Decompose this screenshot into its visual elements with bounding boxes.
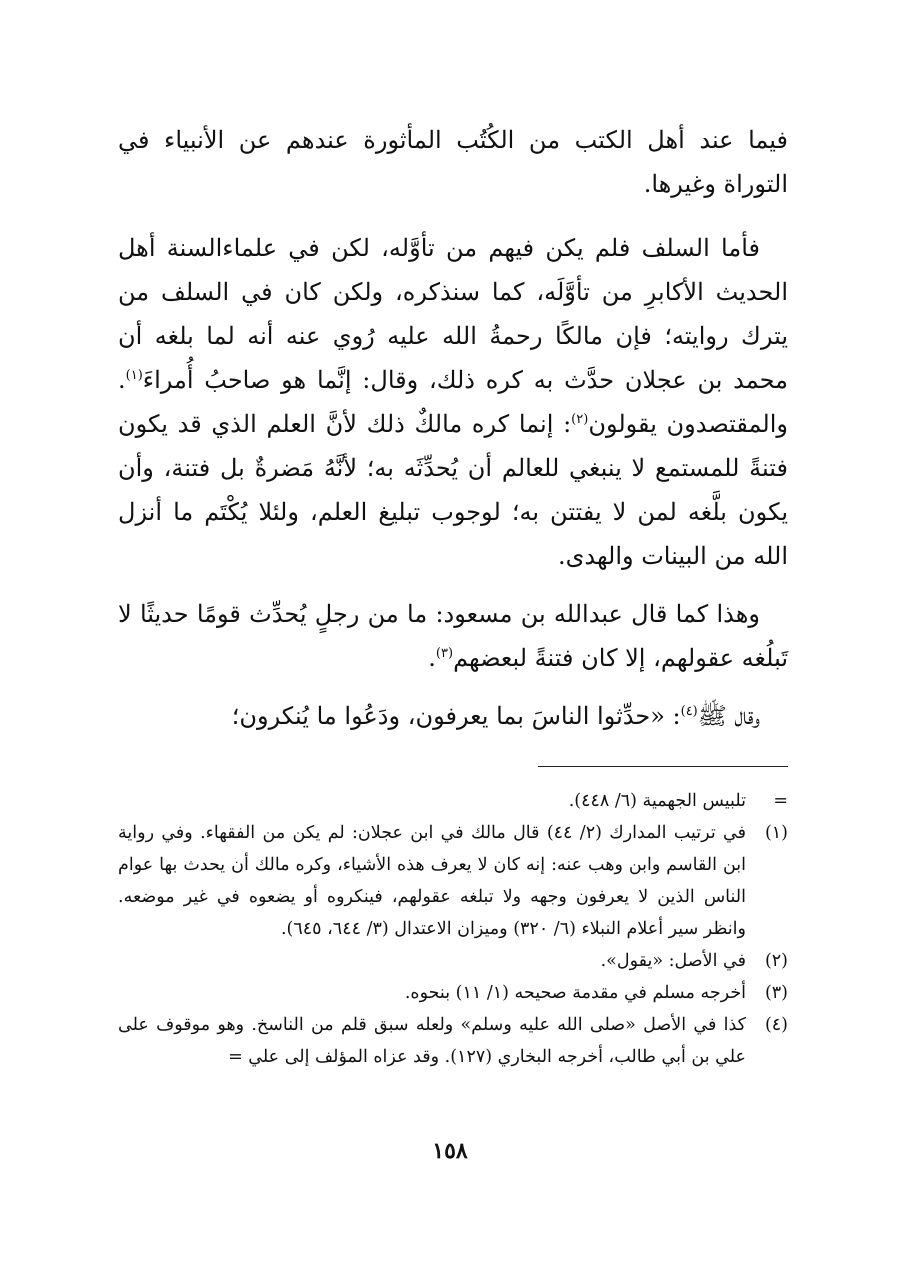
paragraph-text: . [428,644,436,672]
paragraph-2 [118,226,788,578]
paragraph-text: : «حدِّثوا الناسَ بما يعرفون، ودَعُوا ما يُنكرون؛ [231,702,681,730]
footnote-text: في ترتيب المدارك (٢/ ٤٤) قال مالك في ابن عجلان: لم يكن من الفقهاء. وفي رواية ابن القاسم وابن وهب عنه: إنه كان لا يعرف هذه الأشياء، وكره مالك أن يحدث بها عوام الناس الذين لا يعرفون وجهه ولا تبلغه عقولهم، فينكروه أو يضعوه في غير موضعه. وانظر سير أعلام النبلاء (٦/ ٣٢٠) وميزان الاعتدال (٣/ ٦٤٤، ٦٤٥). [118,823,746,939]
paragraph-text: وقال ﷺ [697,702,760,730]
footnote-ref-1: (١) [125,368,143,383]
footnote-ref-2: (٢) [571,412,589,427]
paragraph-text: . والمقتصدون يقولون [118,366,789,438]
paragraph-text: فأما السلف فلم يكن فيهم من تأوَّله، لكن في علماءالسنة أهل الحديث الأكابرِ من تأوَّلَه، كما سنذكره، ولكن كان في السلف من يترك روايته؛ فإن مالكًا رحمةُ الله عليه رُوي عنه أنه لما بلغه أن محمد بن عجلان حدَّث به كره ذلك، وقال: إنَّما هو صاحبُ أُمراءَ [118,234,789,394]
footnote-text: تلبيس الجهمية (٦/ ٤٤٨). [568,791,746,811]
footnote-text: في الأصل: «يقول». [600,951,746,971]
footnote-number: (٣) [764,983,788,1003]
footnote-ref-3: (٣) [435,646,454,661]
page-number: ١٥٨ [432,1138,468,1164]
footnote-3 [118,977,788,1009]
footnote-continuation [118,785,788,817]
footnotes [118,785,788,1073]
paragraph-text: : إنما كره مالكٌ ذلك لأنَّ العلم الذي قد يكون فتنةً للمستمع لا ينبغي للعالم أن يُحدِّثَه به؛ لأنَّهُ مَضرةٌ بل فتنة، وأن يكون بلَّغه لمن لا يفتتن به؛ لوجوب تبليغ العلم، ولئلا يُكْتَم ما أنزل الله من البينات والهدى. [118,410,788,570]
footnote-number: = [773,791,788,811]
footnote-text: كذا في الأصل «صلى الله عليه وسلم» ولعله سبق قلم من الناسخ. وهو موقوف على علي بن أبي طالب، أخرجه البخاري (١٢٧). وقد عزاه المؤلف إلى علي = [118,1015,746,1067]
footnote-1 [118,817,788,945]
paragraph-1 [118,118,788,206]
paragraph-text: وهذا كما قال عبدالله بن مسعود: ما من رجلٍ يُحدِّث قومًا حديثًا لا تَبلُغه عقولهم، إلا كان فتنةً لبعضهم [118,600,788,672]
footnote-ref-4: (٤) [680,704,698,719]
footnote-number: (١) [764,823,788,843]
footnote-4 [118,1009,788,1073]
footnote-2 [118,945,788,977]
paragraph-text: فيما عند أهل الكتب من الكُتُب المأثورة عندهم عن الأنبياء في التوراة وغيرها. [118,126,788,198]
main-text [118,118,788,738]
footnote-number: (٤) [764,1015,788,1035]
footnote-number: (٢) [764,951,788,971]
footnote-separator [538,766,788,767]
paragraph-4 [118,694,788,738]
book-page [118,118,788,1073]
footnote-text: أخرجه مسلم في مقدمة صحيحه (١/ ١١) بنحوه. [404,983,746,1003]
paragraph-3 [118,592,788,680]
